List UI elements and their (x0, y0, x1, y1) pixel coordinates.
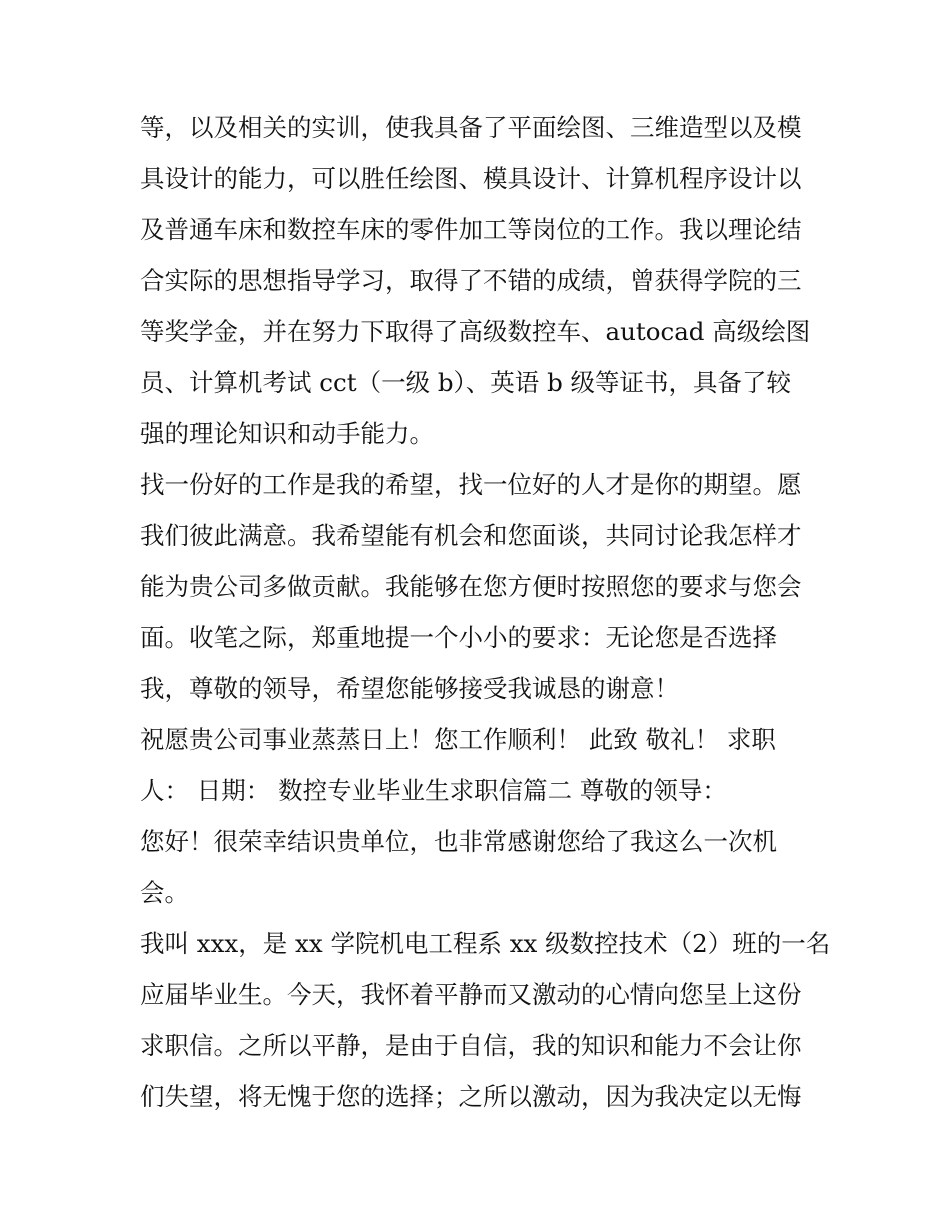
text-line: 们失望，将无愧于您的选择；之所以激动，因为我决定以无悔 (140, 1082, 802, 1111)
text-line: 及普通车床和数控车床的零件加工等岗位的工作。我以理论结 (140, 215, 802, 244)
text-line: 找一份好的工作是我的希望，找一位好的人才是你的期望。愿 (140, 470, 802, 499)
text-line: 等，以及相关的实训，使我具备了平面绘图、三维造型以及模 (140, 113, 802, 142)
text-line: 我，尊敬的领导，希望您能够接受我诚恳的谢意！ (140, 674, 679, 703)
text-line: 人： 日期： 数控专业毕业生求职信篇二 尊敬的领导： (140, 776, 727, 805)
text-line: 具设计的能力，可以胜任绘图、模具设计、计算机程序设计以 (140, 164, 802, 193)
text-line: 等奖学金，并在努力下取得了高级数控车、autocad 高级绘图 (140, 317, 811, 346)
text-line: 我叫 xxx，是 xx 学院机电工程系 xx 级数控技术（2）班的一名 (140, 929, 831, 958)
text-line: 应届毕业生。今天，我怀着平静而又激动的心情向您呈上这份 (140, 980, 802, 1009)
text-line: 面。收笔之际，郑重地提一个小小的要求：无论您是否选择 (140, 623, 777, 652)
text-line: 求职信。之所以平静，是由于自信，我的知识和能力不会让你 (140, 1031, 802, 1060)
document-body (140, 102, 831, 1122)
text-line: 合实际的思想指导学习，取得了不错的成绩，曾获得学院的三 (140, 266, 802, 295)
text-line: 员、计算机考试 cct（一级 b）、英语 b 级等证书，具备了较 (140, 368, 792, 397)
text-line: 我们彼此满意。我希望能有机会和您面谈，共同讨论我怎样才 (140, 521, 802, 550)
text-line: 祝愿贵公司事业蒸蒸日上！您工作顺利！ 此致 敬礼！ 求职 (140, 725, 776, 754)
text-line: 您好！很荣幸结识贵单位，也非常感谢您给了我这么一次机 (140, 827, 777, 856)
text-line: 能为贵公司多做贡献。我能够在您方便时按照您的要求与您会 (140, 572, 802, 601)
text-line: 会。 (140, 878, 189, 907)
text-line: 强的理论知识和动手能力。 (140, 419, 434, 448)
